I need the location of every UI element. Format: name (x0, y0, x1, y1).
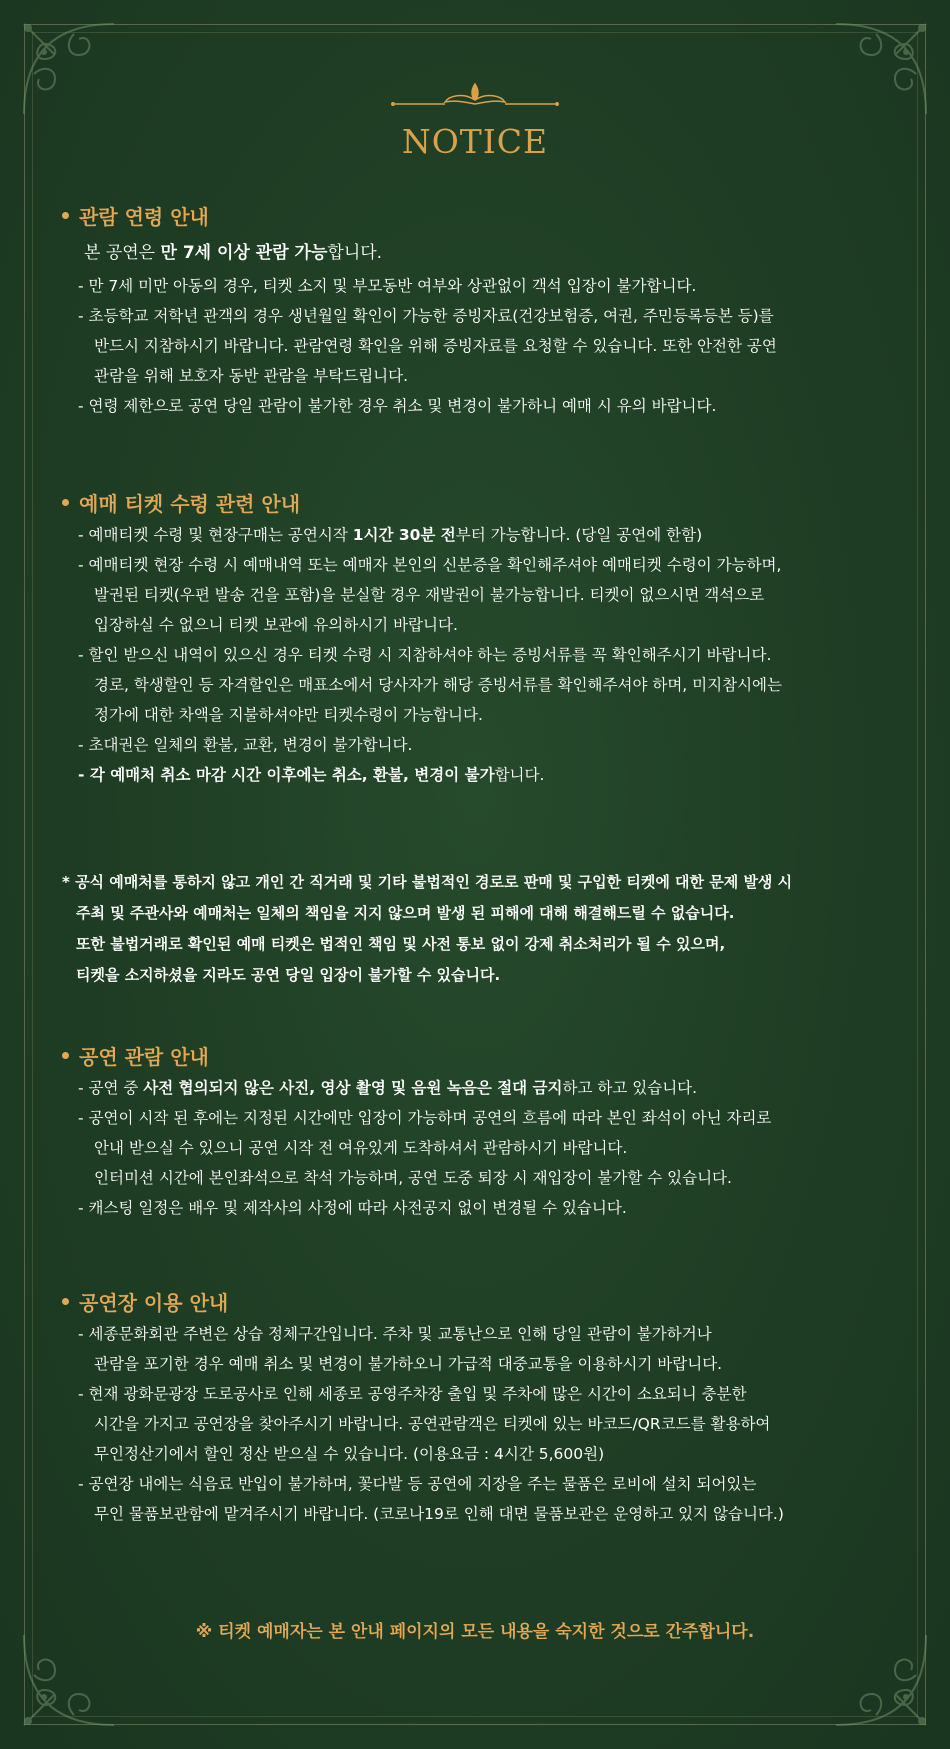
section-ticket-pickup (62, 487, 892, 790)
section-heading: 예매 티켓 수령 관련 안내 (62, 487, 892, 517)
section-heading: 공연 관람 안내 (62, 1040, 892, 1070)
warning-notice (62, 867, 902, 991)
list-item-cont: 무인정산기에서 할인 정산 받으실 수 있습니다. (이용요금 : 4시간 5,600원) (94, 1445, 605, 1463)
list-item: - 초대권은 일체의 환불, 교환, 변경이 불가합니다. (78, 736, 413, 754)
warning-line: 티켓을 소지하셨을 지라도 공연 당일 입장이 불가할 수 있습니다. (76, 966, 501, 984)
bullet-icon (62, 499, 69, 506)
list-item: - 각 예매처 취소 마감 시간 이후에는 취소, 환불, 변경이 불가합니다. (78, 766, 545, 784)
list-item-cont: 입장하실 수 없으니 티켓 보관에 유의하시기 바랍니다. (94, 616, 458, 634)
list-item: - 현재 광화문광장 도로공사로 인해 세종로 공영주차장 출입 및 주차에 많은 시간이 소요되니 충분한 (78, 1385, 747, 1403)
section-heading: 관람 연령 안내 (62, 200, 892, 230)
list-item: - 만 7세 미만 아동의 경우, 티켓 소지 및 부모동반 여부와 상관없이 객석 입장이 불가합니다. (78, 277, 697, 295)
bullet-icon (62, 1052, 69, 1059)
list-item-cont: 관람을 포기한 경우 예매 취소 및 변경이 불가하오니 가급적 대중교통을 이용하시기 바랍니다. (94, 1355, 723, 1373)
list-item-cont: 관람을 위해 보호자 동반 관람을 부탁드립니다. (94, 367, 409, 385)
list-item: - 세종문화회관 주변은 상습 정체구간입니다. 주차 및 교통난으로 인해 당일 관람이 불가하거나 (78, 1325, 712, 1343)
list-item: - 캐스팅 일정은 배우 및 제작사의 사정에 따라 사전공지 없이 변경될 수 있습니다. (78, 1199, 627, 1217)
page-title: NOTICE (401, 122, 549, 161)
list-item: - 연령 제한으로 공연 당일 관람이 불가한 경우 취소 및 변경이 불가하니 예매 시 유의 바랍니다. (78, 397, 717, 415)
warning-line: * 공식 예매처를 통하지 않고 개인 간 직거래 및 기타 불법적인 경로로 판매 및 구입한 티켓에 대한 문제 발생 시 (62, 873, 793, 891)
list-item-cont: 인터미션 시간에 본인좌석으로 착석 가능하며, 공연 도중 퇴장 시 재입장이 불가할 수 있습니다. (94, 1169, 732, 1187)
list-item-cont: 안내 받으실 수 있으니 공연 시작 전 여유있게 도착하셔서 관람하시기 바랍니다. (94, 1139, 628, 1157)
bullet-icon (62, 212, 69, 219)
footer-note: ※ 티켓 예매자는 본 안내 페이지의 모든 내용을 숙지한 것으로 간주합니다. (195, 1622, 755, 1642)
list-item: - 할인 받으신 내역이 있으신 경우 티켓 수령 시 지참하셔야 하는 증빙서류를 꼭 확인해주시기 바랍니다. (78, 646, 772, 664)
section-viewing-guide (62, 1040, 892, 1223)
warning-line: 주최 및 주관사와 예매처는 일체의 책임을 지지 않으며 발생 된 피해에 대해 해결해드릴 수 없습니다. (76, 904, 735, 922)
list-item-cont: 반드시 지참하시기 바랍니다. 관람연령 확인을 위해 증빙자료를 요청할 수 있습니다. 또한 안전한 공연 (94, 337, 777, 355)
list-item-cont: 무인 물품보관함에 맡겨주시기 바랍니다. (코로나19로 인해 대면 물품보관은 운영하고 있지 않습니다.) (94, 1505, 784, 1523)
list-item: - 예매티켓 현장 수령 시 예매내역 또는 예매자 본인의 신분증을 확인해주셔야 예매티켓 수령이 가능하며, (78, 556, 782, 574)
list-item-cont: 경로, 학생할인 등 자격할인은 매표소에서 당사자가 해당 증빙서류를 확인해주셔야 하며, 미지참시에는 (94, 676, 782, 694)
list-item-cont: 시간을 가지고 공연장을 찾아주시기 바랍니다. 공연관람객은 티켓에 있는 바코드/QR코드를 활용하여 (94, 1415, 771, 1433)
warning-line: 또한 불법거래로 확인된 예매 티켓은 법적인 책임 및 사전 통보 없이 강제 취소처리가 될 수 있으며, (76, 935, 726, 953)
list-item: - 예매티켓 수령 및 현장구매는 공연시작 1시간 30분 전부터 가능합니다. (당일 공연에 한함) (78, 526, 703, 544)
section-age-guide (62, 200, 892, 421)
section-heading: 공연장 이용 안내 (62, 1286, 892, 1316)
list-item: - 공연장 내에는 식음료 반입이 불가하며, 꽃다발 등 공연에 지장을 주는 물품은 로비에 설치 되어있는 (78, 1475, 757, 1493)
section-venue-guide (62, 1286, 892, 1529)
fleur-ornament-icon (375, 80, 575, 110)
corner-ornament-icon (14, 14, 124, 124)
corner-ornament-icon (826, 14, 936, 124)
list-item-cont: 정가에 대한 차액을 지불하셔야만 티켓수령이 가능합니다. (94, 706, 483, 724)
bullet-icon (62, 1298, 69, 1305)
list-item-cont: 발권된 티켓(우편 발송 건을 포함)을 분실할 경우 재발권이 불가능합니다. 티켓이 없으시면 객석으로 (94, 586, 765, 604)
list-item: - 공연이 시작 된 후에는 지정된 시간에만 입장이 가능하며 공연의 흐름에 따라 본인 좌석이 아닌 자리로 (78, 1109, 772, 1127)
list-item: - 공연 중 사전 협의되지 않은 사진, 영상 촬영 및 음원 녹음은 절대 금지하고 하고 있습니다. (78, 1079, 698, 1097)
list-item: - 초등학교 저학년 관객의 경우 생년월일 확인이 가능한 증빙자료(건강보험증, 여권, 주민등록등본 등)를 (78, 307, 774, 325)
intro-line: 본 공연은 만 7세 이상 관람 가능합니다. (84, 243, 383, 263)
